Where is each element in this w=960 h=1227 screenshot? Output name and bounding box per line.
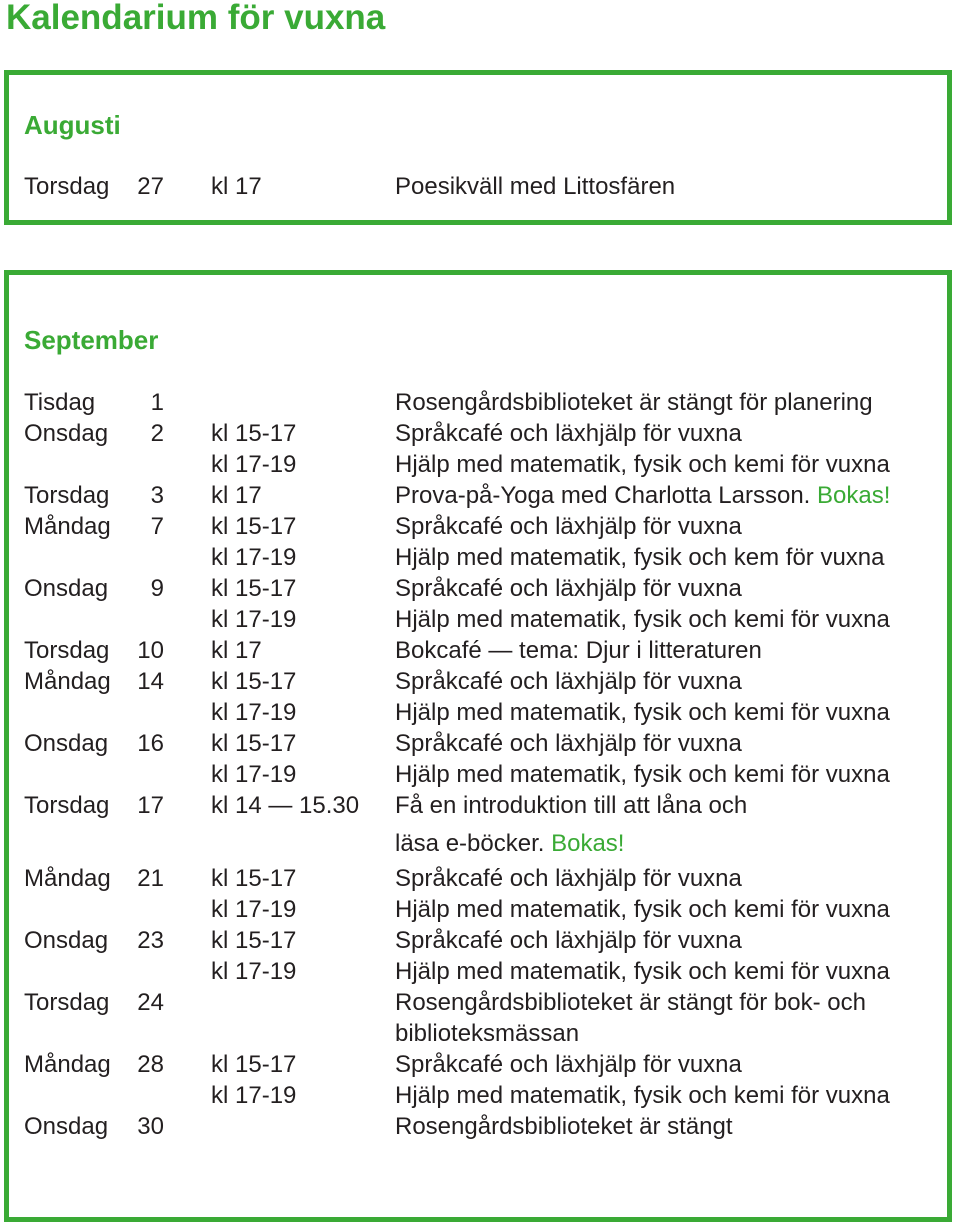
date-number: 9 xyxy=(150,575,164,602)
weekday: Torsdag xyxy=(24,637,110,664)
month-heading: September xyxy=(24,325,159,355)
event-text: Få en introduktion till att låna och xyxy=(395,792,748,819)
page-title: Kalendarium för vuxna xyxy=(6,0,386,37)
weekday: Måndag xyxy=(24,668,111,695)
event-time: kl 17-19 xyxy=(211,761,297,788)
event-text: Språkcafé och läxhjälp för vuxna xyxy=(395,927,742,954)
weekday: Tisdag xyxy=(24,389,96,416)
event-text: Poesikväll med Littosfären xyxy=(395,173,676,200)
event-text: Hjälp med matematik, fysik och kemi för vuxna xyxy=(395,896,890,923)
calendar-row xyxy=(24,1080,944,1111)
date-number: 30 xyxy=(137,1113,164,1140)
event-time: kl 17 xyxy=(211,637,262,664)
calendar-row xyxy=(24,387,944,418)
calendar-row xyxy=(24,759,944,790)
event-text: Rosengårdsbiblioteket är stängt xyxy=(395,1113,733,1140)
month-heading: Augusti xyxy=(24,110,121,140)
calendar-row xyxy=(24,573,944,604)
event-description xyxy=(395,1018,579,1049)
event-description xyxy=(395,1080,890,1111)
weekday: Onsdag xyxy=(24,927,109,954)
event-description xyxy=(395,666,742,697)
event-text: Rosengårdsbiblioteket är stängt för planering xyxy=(395,389,873,416)
event-text: Hjälp med matematik, fysik och kemi för vuxna xyxy=(395,699,890,726)
event-time: kl 15-17 xyxy=(211,668,297,695)
weekday: Torsdag xyxy=(24,989,110,1016)
event-description xyxy=(395,828,624,859)
booking-note: Bokas! xyxy=(817,482,891,509)
date-number: 17 xyxy=(137,792,164,819)
event-text: Hjälp med matematik, fysik och kemi för vuxna xyxy=(395,451,890,478)
weekday: Onsdag xyxy=(24,1113,109,1140)
event-description xyxy=(395,387,873,418)
weekday: Måndag xyxy=(24,513,111,540)
calendar-row xyxy=(24,604,944,635)
calendar-row xyxy=(24,925,944,956)
event-text: Hjälp med matematik, fysik och kemi för vuxna xyxy=(395,761,890,788)
event-text: Hjälp med matematik, fysik och kemi för vuxna xyxy=(395,606,890,633)
event-description xyxy=(395,542,885,573)
calendar-row xyxy=(24,956,944,987)
calendar-row xyxy=(24,1111,944,1142)
date-number: 24 xyxy=(137,989,164,1016)
calendar-row xyxy=(24,1049,944,1080)
event-time: kl 15-17 xyxy=(211,513,297,540)
event-text: Hjälp med matematik, fysik och kem för vuxna xyxy=(395,544,885,571)
calendar-row xyxy=(24,987,944,1018)
event-text: Hjälp med matematik, fysik och kemi för vuxna xyxy=(395,958,890,985)
weekday: Onsdag xyxy=(24,730,109,757)
event-text: Språkcafé och läxhjälp för vuxna xyxy=(395,865,742,892)
weekday: Måndag xyxy=(24,1051,111,1078)
august-section xyxy=(4,70,952,225)
event-time: kl 17-19 xyxy=(211,606,297,633)
calendar-row xyxy=(24,1018,944,1049)
event-description xyxy=(395,987,866,1018)
event-description xyxy=(395,511,742,542)
date-number: 10 xyxy=(137,637,164,664)
event-text: Språkcafé och läxhjälp för vuxna xyxy=(395,420,742,447)
weekday: Torsdag xyxy=(24,792,110,819)
event-description xyxy=(395,925,742,956)
calendar-row xyxy=(24,790,944,821)
event-time: kl 15-17 xyxy=(211,730,297,757)
event-text: Rosengårdsbiblioteket är stängt för bok- och xyxy=(395,989,866,1016)
calendar-row xyxy=(24,894,944,925)
event-description xyxy=(395,635,762,666)
event-text: Språkcafé och läxhjälp för vuxna xyxy=(395,1051,742,1078)
event-description xyxy=(395,418,742,449)
weekday: Måndag xyxy=(24,865,111,892)
calendar-row xyxy=(24,828,944,859)
event-text: Språkcafé och läxhjälp för vuxna xyxy=(395,513,742,540)
event-text: Hjälp med matematik, fysik och kemi för vuxna xyxy=(395,1082,890,1109)
event-text: Prova-på-Yoga med Charlotta Larsson. xyxy=(395,482,811,509)
event-time: kl 17-19 xyxy=(211,451,297,478)
event-time: kl 17-19 xyxy=(211,699,297,726)
event-time: kl 17 xyxy=(211,482,262,509)
date-number: 16 xyxy=(137,730,164,757)
date-number: 23 xyxy=(137,927,164,954)
calendar-row xyxy=(24,697,944,728)
event-description xyxy=(395,480,890,511)
event-description xyxy=(395,759,890,790)
date-number: 1 xyxy=(150,389,164,416)
date-number: 21 xyxy=(137,865,164,892)
event-time: kl 17-19 xyxy=(211,1082,297,1109)
event-description xyxy=(395,894,890,925)
event-text: Språkcafé och läxhjälp för vuxna xyxy=(395,730,742,757)
event-description xyxy=(395,449,890,480)
calendar-row xyxy=(24,728,944,759)
date-number: 28 xyxy=(137,1051,164,1078)
event-description xyxy=(395,1111,733,1142)
event-time: kl 17-19 xyxy=(211,958,297,985)
event-time: kl 17-19 xyxy=(211,544,297,571)
event-text: läsa e-böcker. xyxy=(395,830,545,857)
date-number: 14 xyxy=(137,668,164,695)
event-text: Språkcafé och läxhjälp för vuxna xyxy=(395,575,742,602)
calendar-row xyxy=(24,511,944,542)
calendar-row xyxy=(24,418,944,449)
date-number: 2 xyxy=(150,420,164,447)
event-description xyxy=(395,790,747,821)
september-section xyxy=(4,270,952,1222)
event-description xyxy=(395,956,890,987)
weekday: Onsdag xyxy=(24,420,109,447)
event-text: Bokcafé — tema: Djur i litteraturen xyxy=(395,637,762,664)
date-number: 3 xyxy=(150,482,164,509)
event-text: Språkcafé och läxhjälp för vuxna xyxy=(395,668,742,695)
event-description xyxy=(395,604,890,635)
event-description xyxy=(395,573,742,604)
event-time: kl 15-17 xyxy=(211,865,297,892)
calendar-row xyxy=(24,480,944,511)
calendar-row xyxy=(24,542,944,573)
event-description xyxy=(395,171,675,202)
date-number: 7 xyxy=(150,513,164,540)
event-description xyxy=(395,863,742,894)
event-time: kl 15-17 xyxy=(211,575,297,602)
event-time: kl 15-17 xyxy=(211,927,297,954)
booking-note: Bokas! xyxy=(551,830,625,857)
event-description xyxy=(395,697,890,728)
event-time: kl 15-17 xyxy=(211,1051,297,1078)
calendar-row xyxy=(24,171,944,202)
calendar-row xyxy=(24,449,944,480)
weekday: Torsdag xyxy=(24,173,110,200)
event-time: kl 15-17 xyxy=(211,420,297,447)
event-time: kl 14 — 15.30 xyxy=(211,792,360,819)
weekday: Onsdag xyxy=(24,575,109,602)
calendar-row xyxy=(24,666,944,697)
calendar-row xyxy=(24,635,944,666)
event-time: kl 17 xyxy=(211,173,262,200)
weekday: Torsdag xyxy=(24,482,110,509)
event-time: kl 17-19 xyxy=(211,896,297,923)
event-description xyxy=(395,728,742,759)
event-description xyxy=(395,1049,742,1080)
event-text: biblioteksmässan xyxy=(395,1020,580,1047)
calendar-row xyxy=(24,863,944,894)
date-number: 27 xyxy=(137,173,164,200)
